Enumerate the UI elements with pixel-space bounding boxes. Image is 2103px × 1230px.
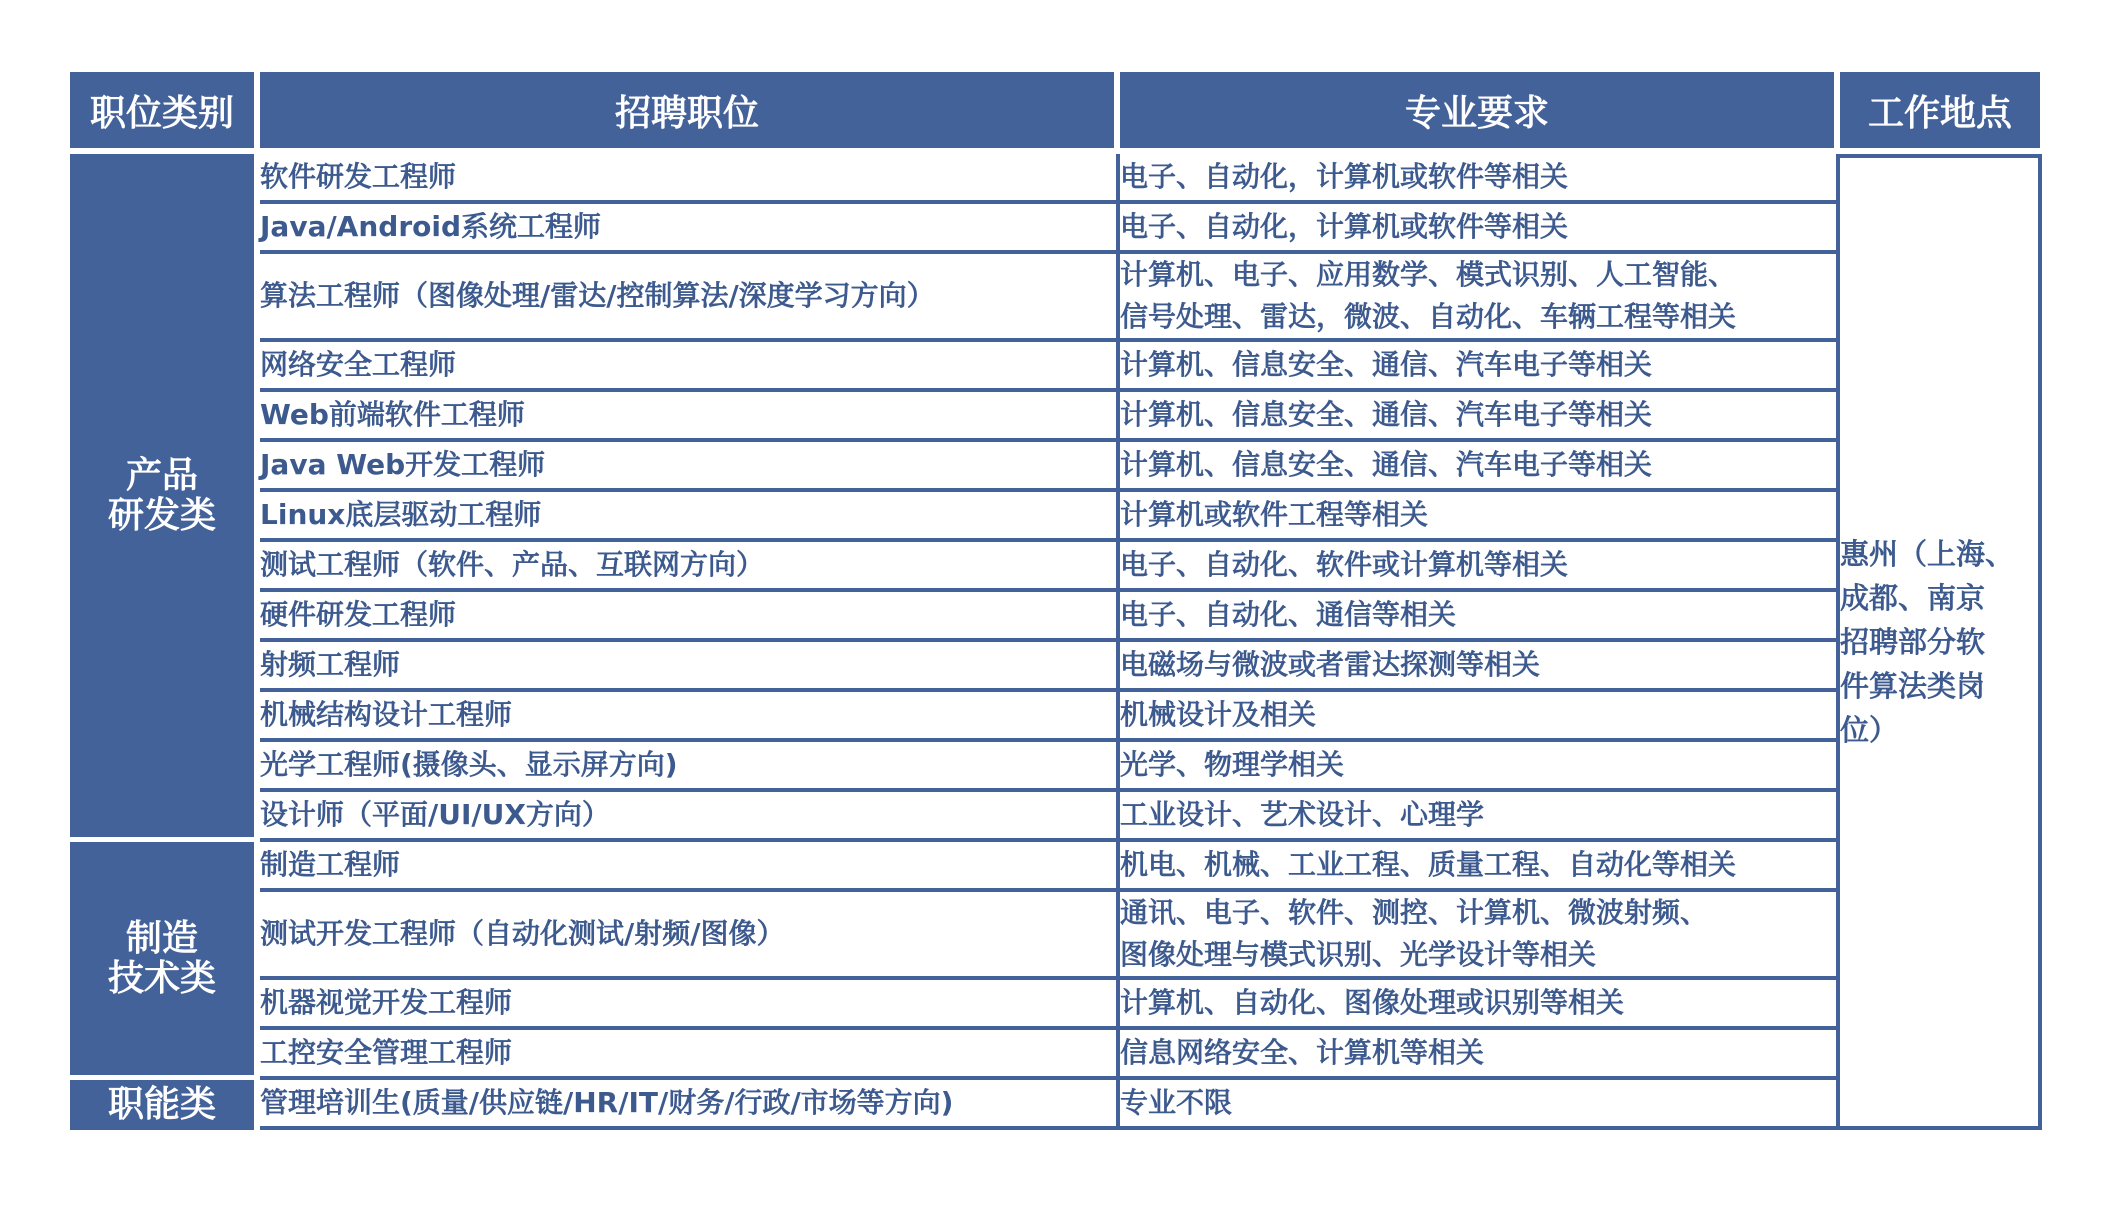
requirement-line: 信号处理、雷达，微波、自动化、车辆工程等相关 <box>1120 300 1737 333</box>
requirement-cell <box>1120 254 1840 342</box>
category-label: 产品 <box>125 454 198 496</box>
position-cell: 机器视觉开发工程师 <box>260 980 1120 1030</box>
requirement-line: 计算机或软件工程等相关 <box>1120 498 1429 531</box>
category-label: 制造 <box>125 917 198 959</box>
requirement-cell <box>1120 792 1840 842</box>
table-row <box>70 254 2042 342</box>
header-location: 工作地点 <box>1840 72 2042 154</box>
table-row <box>70 542 2042 592</box>
requirement-line: 电子、自动化，计算机或软件等相关 <box>1120 160 1569 193</box>
position-cell: 测试开发工程师（自动化测试/射频/图像） <box>260 892 1120 980</box>
position-cell: Web前端软件工程师 <box>260 392 1120 442</box>
header-requirement: 专业要求 <box>1120 72 1840 154</box>
category-cell <box>70 842 260 1080</box>
requirement-cell <box>1120 842 1840 892</box>
requirement-line: 计算机、信息安全、通信、汽车电子等相关 <box>1120 448 1653 481</box>
table-row <box>70 442 2042 492</box>
table-row <box>70 592 2042 642</box>
header-position: 招聘职位 <box>260 72 1120 154</box>
position-cell: Linux底层驱动工程师 <box>260 492 1120 542</box>
requirement-line: 计算机、自动化、图像处理或识别等相关 <box>1120 986 1625 1019</box>
requirement-cell <box>1120 692 1840 742</box>
header-category: 职位类别 <box>70 72 260 154</box>
requirement-line: 信息网络安全、计算机等相关 <box>1120 1036 1485 1069</box>
requirement-line: 计算机、信息安全、通信、汽车电子等相关 <box>1120 398 1653 431</box>
table-row <box>70 980 2042 1030</box>
position-cell: Java/Android系统工程师 <box>260 204 1120 254</box>
requirement-cell <box>1120 742 1840 792</box>
requirement-line: 机电、机械、工业工程、质量工程、自动化等相关 <box>1120 848 1737 881</box>
requirement-cell <box>1120 892 1840 980</box>
position-cell: 网络安全工程师 <box>260 342 1120 392</box>
requirement-line: 计算机、信息安全、通信、汽车电子等相关 <box>1120 348 1653 381</box>
requirement-cell <box>1120 1030 1840 1080</box>
location-line: 件算法类岗 <box>1840 669 1986 703</box>
requirement-cell <box>1120 542 1840 592</box>
category-label: 职能类 <box>107 1084 216 1125</box>
table-row <box>70 154 2042 204</box>
requirement-line: 机械设计及相关 <box>1120 698 1317 731</box>
location-line: 位） <box>1840 713 1899 747</box>
location-line: 惠州（上海、 <box>1840 537 2015 571</box>
location-line: 成都、南京 <box>1840 581 1986 615</box>
category-cell <box>70 154 260 842</box>
table-row <box>70 892 2042 980</box>
recruitment-table-container <box>70 72 2042 1130</box>
table-row <box>70 692 2042 742</box>
category-cell <box>70 1080 260 1130</box>
position-cell: 光学工程师(摄像头、显示屏方向) <box>260 742 1120 792</box>
table-row <box>70 792 2042 842</box>
category-label: 研发类 <box>107 494 216 536</box>
table-row <box>70 342 2042 392</box>
position-cell: 机械结构设计工程师 <box>260 692 1120 742</box>
requirement-cell <box>1120 154 1840 204</box>
table-header <box>70 72 2042 154</box>
requirement-line: 专业不限 <box>1120 1086 1233 1119</box>
requirement-line: 光学、物理学相关 <box>1120 748 1345 781</box>
category-label: 技术类 <box>107 957 216 999</box>
position-cell: 算法工程师（图像处理/雷达/控制算法/深度学习方向） <box>260 254 1120 342</box>
recruitment-table <box>70 72 2042 1130</box>
requirement-cell <box>1120 442 1840 492</box>
table-row <box>70 742 2042 792</box>
header-row <box>70 72 2042 154</box>
requirement-line: 计算机、电子、应用数学、模式识别、人工智能、 <box>1120 258 1737 291</box>
table-row <box>70 392 2042 442</box>
requirement-cell <box>1120 1080 1840 1130</box>
table-row <box>70 1080 2042 1130</box>
location-cell <box>1840 154 2042 1130</box>
requirement-line: 工业设计、艺术设计、心理学 <box>1120 798 1485 831</box>
position-cell: 设计师（平面/UI/UX方向） <box>260 792 1120 842</box>
position-cell: 软件研发工程师 <box>260 154 1120 204</box>
requirement-line: 电子、自动化，计算机或软件等相关 <box>1120 210 1569 243</box>
requirement-line: 电子、自动化、通信等相关 <box>1120 598 1457 631</box>
requirement-cell <box>1120 980 1840 1030</box>
requirement-cell <box>1120 642 1840 692</box>
position-cell: 管理培训生(质量/供应链/HR/IT/财务/行政/市场等方向) <box>260 1080 1120 1130</box>
position-cell: 工控安全管理工程师 <box>260 1030 1120 1080</box>
table-row <box>70 842 2042 892</box>
requirement-cell <box>1120 492 1840 542</box>
table-row <box>70 204 2042 254</box>
requirement-cell <box>1120 592 1840 642</box>
requirement-line: 电磁场与微波或者雷达探测等相关 <box>1120 648 1541 681</box>
requirement-cell <box>1120 204 1840 254</box>
requirement-cell <box>1120 392 1840 442</box>
table-row <box>70 642 2042 692</box>
table-row <box>70 492 2042 542</box>
requirement-line: 电子、自动化、软件或计算机等相关 <box>1120 548 1569 581</box>
position-cell: 测试工程师（软件、产品、互联网方向） <box>260 542 1120 592</box>
position-cell: 硬件研发工程师 <box>260 592 1120 642</box>
requirement-cell <box>1120 342 1840 392</box>
location-line: 招聘部分软 <box>1840 625 1986 659</box>
table-body <box>70 154 2042 1130</box>
requirement-line: 通讯、电子、软件、测控、计算机、微波射频、 <box>1120 896 1709 929</box>
position-cell: Java Web开发工程师 <box>260 442 1120 492</box>
position-cell: 射频工程师 <box>260 642 1120 692</box>
requirement-line: 图像处理与模式识别、光学设计等相关 <box>1120 938 1597 971</box>
table-row <box>70 1030 2042 1080</box>
position-cell: 制造工程师 <box>260 842 1120 892</box>
